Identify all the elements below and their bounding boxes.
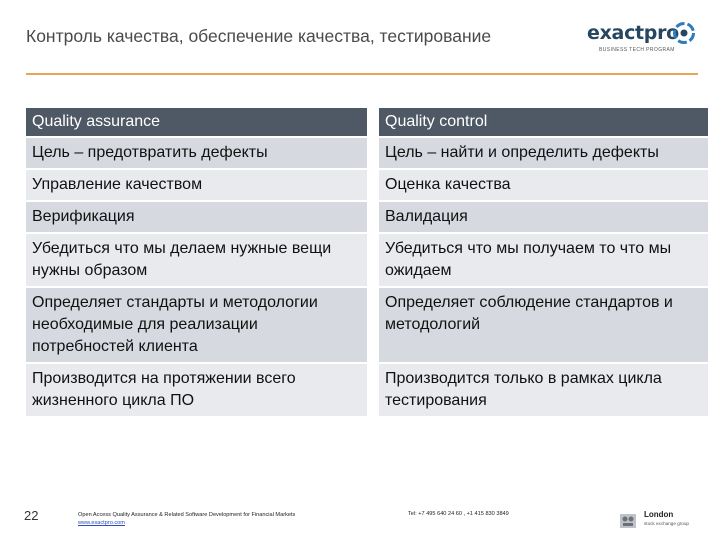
qa-vs-qc-table bbox=[26, 108, 708, 418]
qa-cell: Верификация bbox=[26, 201, 373, 233]
qc-cell: Убедиться что мы получаем то что мы ожидаем bbox=[373, 233, 708, 287]
table-row bbox=[26, 201, 708, 233]
qa-cell: Управление качеством bbox=[26, 169, 373, 201]
header-divider bbox=[26, 73, 698, 75]
footer-website-link[interactable]: www.exactpro.com bbox=[78, 520, 125, 526]
footer-tagline: Open Access Quality Assurance & Related Software Development for Financial Markets bbox=[78, 512, 296, 518]
footer-description bbox=[78, 511, 295, 527]
lse-logo bbox=[617, 510, 707, 532]
footer-contact: Tel: +7 495 640 24 60 , +1 415 830 3849 bbox=[408, 511, 509, 517]
page-number: 22 bbox=[24, 508, 39, 523]
exactpro-logo bbox=[585, 20, 697, 56]
header-quality-control: Quality control bbox=[373, 108, 708, 137]
table-row bbox=[26, 363, 708, 417]
table-row bbox=[26, 137, 708, 169]
lse-wordmark: London bbox=[644, 510, 674, 519]
qa-cell: Цель – предотвратить дефекты bbox=[26, 137, 373, 169]
qa-cell: Производится на протяжении всего жизненного цикла ПО bbox=[26, 363, 373, 417]
logo-tagline: BUSINESS TECH PROGRAM bbox=[599, 47, 675, 53]
lse-tagline: stock exchange group bbox=[644, 521, 689, 526]
qc-cell: Валидация bbox=[373, 201, 708, 233]
table-row bbox=[26, 287, 708, 363]
qc-cell: Цель – найти и определить дефекты bbox=[373, 137, 708, 169]
lse-crest-icon bbox=[617, 510, 639, 532]
table-row bbox=[26, 233, 708, 287]
page-title: Контроль качества, обеспечение качества, тестирование bbox=[26, 26, 492, 46]
qc-cell: Определяет соблюдение стандартов и методологий bbox=[373, 287, 708, 363]
logo-wordmark: exactpro bbox=[587, 22, 679, 44]
header-quality-assurance: Quality assurance bbox=[26, 108, 373, 137]
table-header-row bbox=[26, 108, 708, 137]
exactpro-logo-icon bbox=[673, 22, 695, 44]
qa-cell: Убедиться что мы делаем нужные вещи нужны образом bbox=[26, 233, 373, 287]
qa-cell: Определяет стандарты и методологии необходимые для реализации потребностей клиента bbox=[26, 287, 373, 363]
qc-cell: Производится только в рамках цикла тестирования bbox=[373, 363, 708, 417]
qc-cell: Оценка качества bbox=[373, 169, 708, 201]
table-row bbox=[26, 169, 708, 201]
